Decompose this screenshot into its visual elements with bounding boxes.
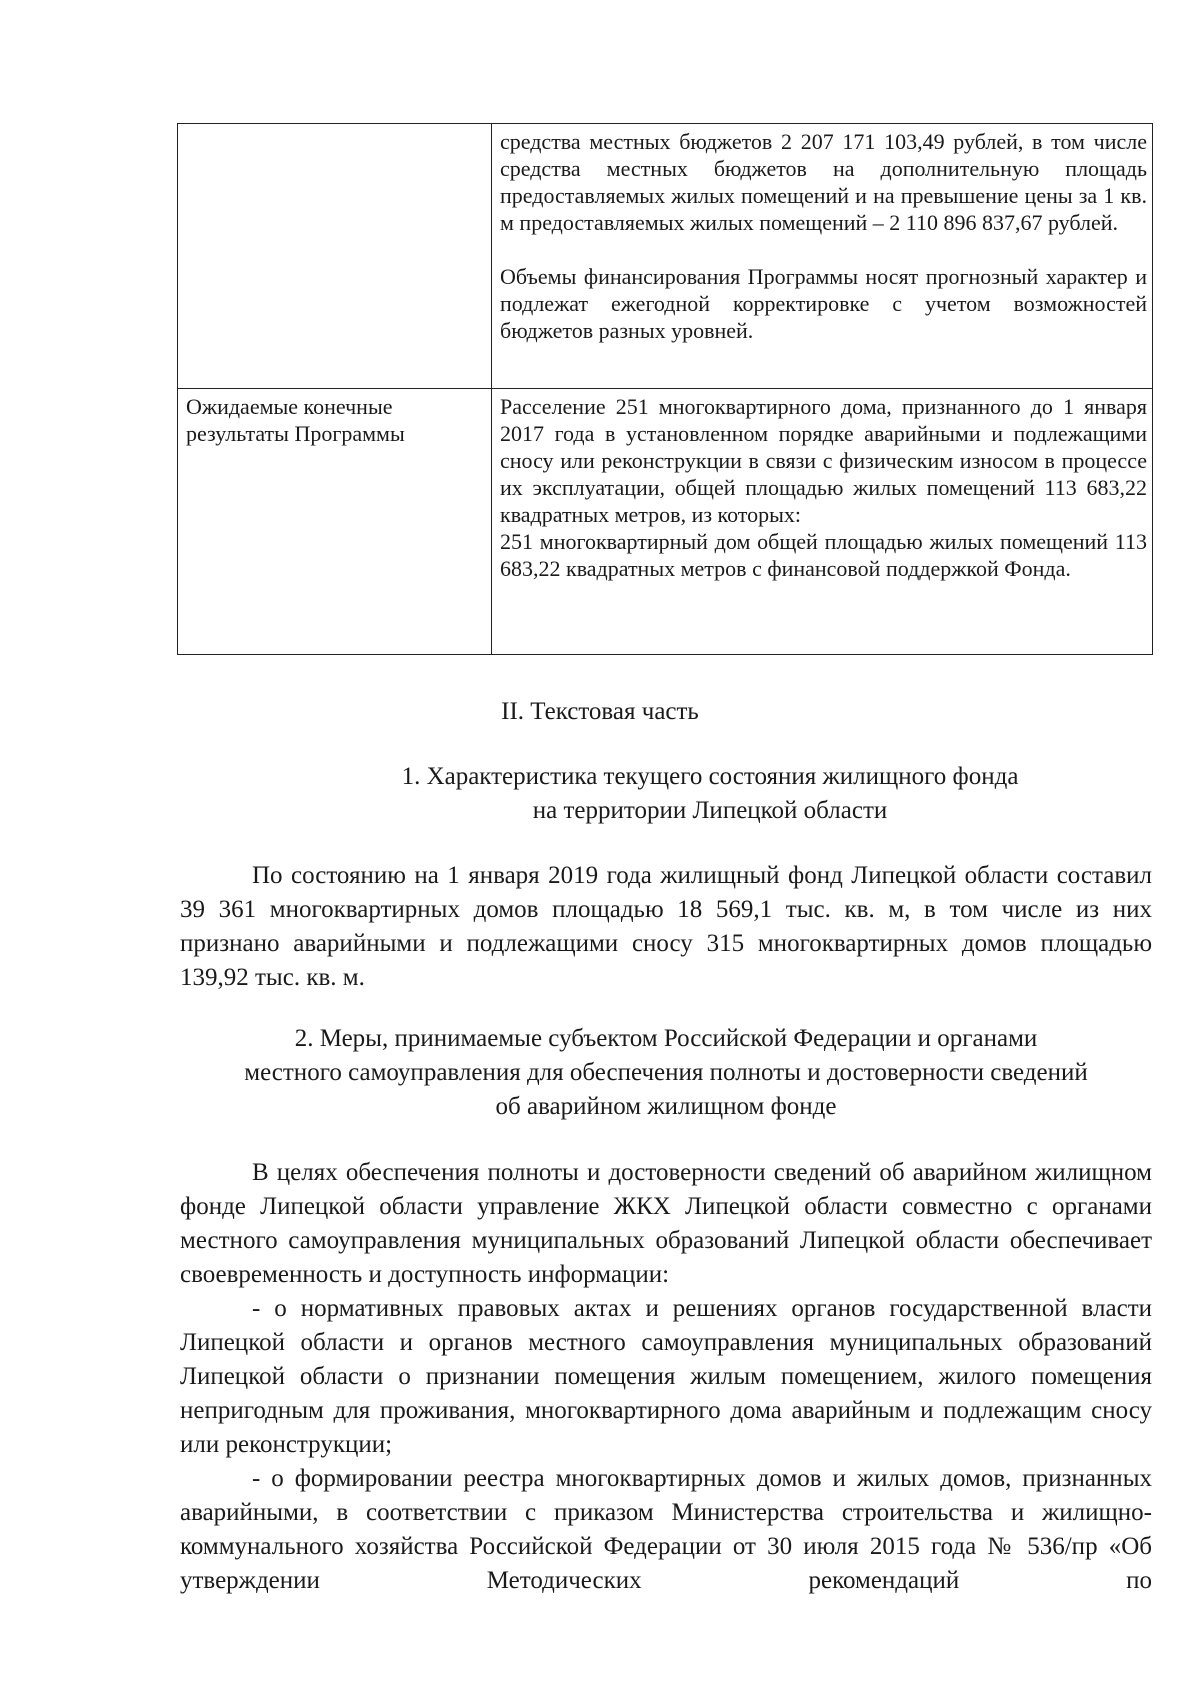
body-text-measures xyxy=(180,1156,1152,1598)
table-cell-value xyxy=(492,124,1153,389)
funding-local-budgets-text: средства местных бюджетов 2 207 171 103,49 рублей, в том числе средства местных бюджетов на дополнительную площадь предоставляемых жилых помещений и на превышение цены за 1 кв. м предоставляемых жилых помещений – 2 110 896 837,67 рублей. xyxy=(500,129,1147,235)
table-row xyxy=(178,124,1153,389)
table-cell-value xyxy=(492,389,1153,655)
expected-results-text: Расселение 251 многоквартирного дома, признанного до 1 января 2017 года в установленном порядке аварийными и подлежащими сносу или реконструкции в связи с физическим износом в процессе их эксплуатации, общей площадью жилых помещений 113 683,22 квадратных метров, из которых: xyxy=(500,394,1147,527)
section-title: II. Текстовая часть xyxy=(501,698,699,725)
heading-line: 1. Характеристика текущего состояния жилищного фонда xyxy=(401,763,1019,790)
heading-housing-state xyxy=(300,760,1120,828)
program-passport-table xyxy=(177,123,1153,655)
table-cell-label: Ожидаемые конечные результаты Программы xyxy=(178,389,492,655)
body-text-housing-stock xyxy=(180,859,1152,995)
paragraph: По состоянию на 1 января 2019 года жилищный фонд Липецкой области составил 39 361 многоквартирных домов площадью 18 569,1 тыс. кв. м, в том числе из них признано аварийными и подлежащими сносу 315 многоквартирных домов площадью 139,92 тыс. кв. м. xyxy=(180,862,1152,991)
heading-line: 2. Меры, принимаемые субъектом Российской Федерации и органами xyxy=(294,1025,1038,1052)
heading-measures xyxy=(180,1022,1152,1124)
list-item: - о нормативных правовых актах и решениях органов государственной власти Липецкой области и органов местного самоуправления муниципальных образований Липецкой области о признании помещения жилым помещением, жилого помещения непригодным для проживания, многоквартирного дома аварийным и подлежащим сносу или реконструкции; xyxy=(180,1295,1152,1458)
expected-results-detail: 251 многоквартирный дом общей площадью жилых помещений 113 683,22 квадратных метров с финансовой поддержкой Фонда. xyxy=(500,529,1147,581)
table-row xyxy=(178,389,1153,655)
list-item: - о формировании реестра многоквартирных домов и жилых домов, признанных аварийными, в соответствии с приказом Министерства строительства и жилищно-коммунального хозяйства Российской Федерации от 30 июля 2015 года № 536/пр «Об утверждении Методических рекомендаций по xyxy=(180,1465,1152,1594)
table-cell-label xyxy=(178,124,492,389)
heading-line: на территории Липецкой области xyxy=(532,797,888,824)
funding-forecast-note: Объемы финансирования Программы носят прогнозный характер и подлежат ежегодной корректировке с учетом возможностей бюджетов разных уровней. xyxy=(500,264,1147,343)
paragraph: В целях обеспечения полноты и достоверности сведений об аварийном жилищном фонде Липецкой области управление ЖКХ Липецкой области совместно с органами местного самоуправления муниципальных образований Липецкой области обеспечивает своевременность и доступность информации: xyxy=(180,1159,1152,1288)
heading-line: местного самоуправления для обеспечения полноты и достоверности сведений xyxy=(244,1059,1088,1086)
heading-line: об аварийном жилищном фонде xyxy=(495,1093,837,1120)
